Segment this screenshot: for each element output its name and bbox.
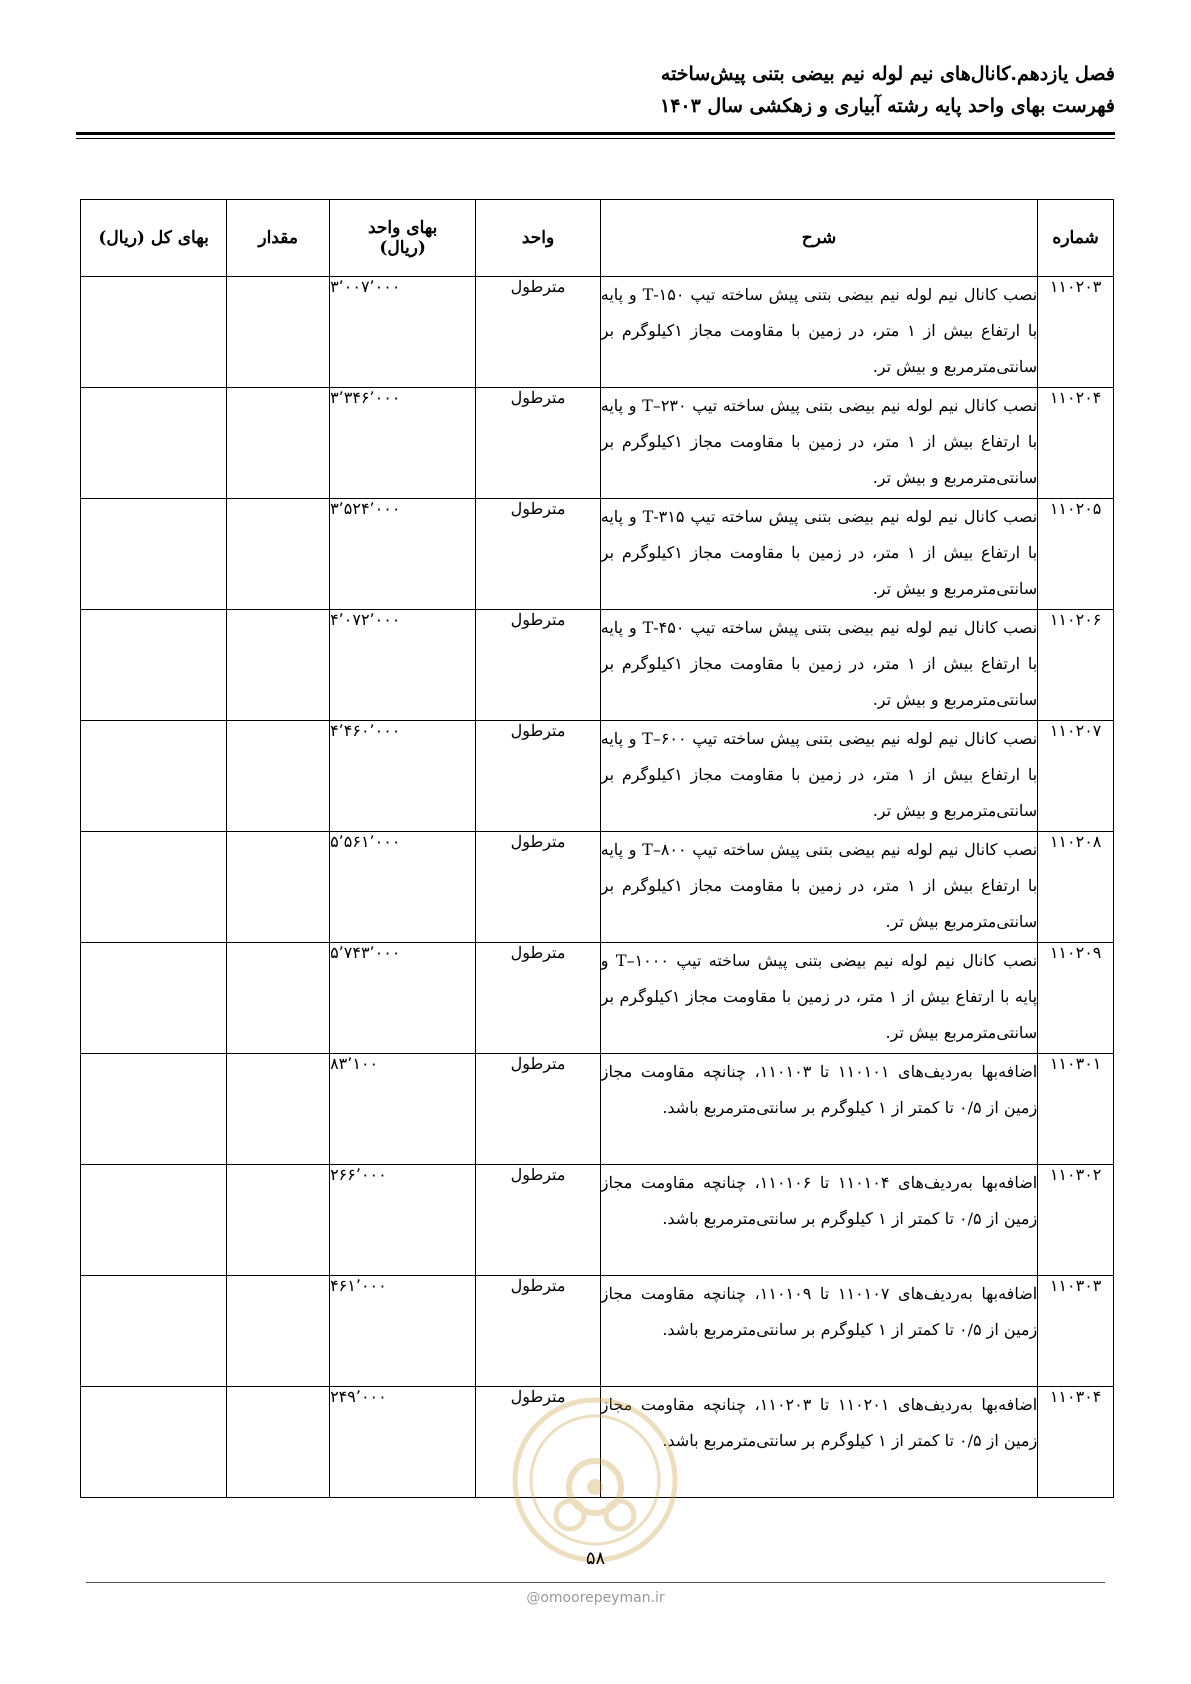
table-row xyxy=(81,721,1114,832)
row-unit-price: ۲۴۹٬۰۰۰ xyxy=(330,1387,476,1498)
row-total-price xyxy=(81,388,227,499)
row-total-price xyxy=(81,1276,227,1387)
row-description: نصب کانال نیم لوله نیم بیضی بتنی پیش ساخته تیپ ۴۵۰-T و پایه با ارتفاع بیش از ۱ متر، در زمین با مقاومت مجاز ۱کیلوگرم بر سانتی‌مترمربع و بیش تر. xyxy=(600,610,1037,721)
row-total-price xyxy=(81,832,227,943)
row-description: اضافه‌بها به‌ردیف‌های ۱۱۰۱۰۷ تا ۱۱۰۱۰۹، چنانچه مقاومت مجاز زمین از ۰/۵ تا کمتر از ۱ کیلوگرم بر سانتی‌مترمربع باشد. xyxy=(600,1276,1037,1387)
row-description: نصب کانال نیم لوله نیم بیضی بتنی پیش ساخته تیپ ۳۱۵-T و پایه با ارتفاع بیش از ۱ متر، در زمین با مقاومت مجاز ۱کیلوگرم بر سانتی‌مترمربع و بیش تر. xyxy=(600,499,1037,610)
row-total-price xyxy=(81,1054,227,1165)
row-number: ۱۱۰۳۰۲ xyxy=(1038,1165,1114,1276)
row-unit-price: ۴٬۰۷۲٬۰۰۰ xyxy=(330,610,476,721)
row-number: ۱۱۰۳۰۳ xyxy=(1038,1276,1114,1387)
row-unit: مترطول xyxy=(476,943,601,1054)
row-total-price xyxy=(81,943,227,1054)
row-unit-price: ۳٬۵۲۴٬۰۰۰ xyxy=(330,499,476,610)
page-number: ۵۸ xyxy=(585,1548,606,1569)
table-header-row xyxy=(81,200,1114,277)
table-row xyxy=(81,499,1114,610)
header-unit-price xyxy=(330,200,476,277)
row-quantity xyxy=(227,943,330,1054)
table-row xyxy=(81,1276,1114,1387)
row-number: ۱۱۰۲۰۴ xyxy=(1038,388,1114,499)
row-unit: مترطول xyxy=(476,721,601,832)
row-total-price xyxy=(81,499,227,610)
header-total-price: بهای کل (ریال) xyxy=(81,200,227,277)
row-quantity xyxy=(227,1276,330,1387)
header-number: شماره xyxy=(1038,200,1114,277)
row-unit-price: ۲۶۶٬۰۰۰ xyxy=(330,1165,476,1276)
table-row xyxy=(81,832,1114,943)
row-unit-price: ۸۳٬۱۰۰ xyxy=(330,1054,476,1165)
row-unit: مترطول xyxy=(476,388,601,499)
table-row xyxy=(81,388,1114,499)
row-quantity xyxy=(227,832,330,943)
row-unit-price: ۴٬۴۶۰٬۰۰۰ xyxy=(330,721,476,832)
row-description: نصب کانال نیم لوله نیم بیضی بتنی پیش ساخته تیپ ۶۰۰–T و پایه با ارتفاع بیش از ۱ متر، در زمین با مقاومت مجاز ۱کیلوگرم بر سانتی‌مترمربع و بیش تر. xyxy=(600,721,1037,832)
row-description: نصب کانال نیم لوله نیم بیضی بتنی پیش ساخته تیپ T–۱۰۰۰ و پایه با ارتفاع بیش از ۱ متر، در زمین با مقاومت مجاز ۱کیلوگرم بر سانتی‌مترمربع بیش تر. xyxy=(600,943,1037,1054)
row-number: ۱۱۰۲۰۸ xyxy=(1038,832,1114,943)
row-quantity xyxy=(227,1054,330,1165)
header-description: شرح xyxy=(600,200,1037,277)
page-header xyxy=(76,58,1115,122)
table-row xyxy=(81,1165,1114,1276)
row-unit: مترطول xyxy=(476,277,601,388)
document-title: فهرست بهای واحد پایه رشته آبیاری و زهکشی سال ۱۴۰۳ xyxy=(659,95,1115,117)
row-total-price xyxy=(81,1165,227,1276)
row-total-price xyxy=(81,277,227,388)
table-row xyxy=(81,943,1114,1054)
header-unit-price-currency: (ریال) xyxy=(379,238,426,258)
row-unit-price: ۵٬۷۴۳٬۰۰۰ xyxy=(330,943,476,1054)
header-unit: واحد xyxy=(476,200,601,277)
row-unit-price: ۳٬۰۰۷٬۰۰۰ xyxy=(330,277,476,388)
row-number: ۱۱۰۳۰۴ xyxy=(1038,1387,1114,1498)
row-description: نصب کانال نیم لوله نیم بیضی بتنی پیش ساخته تیپ ۸۰۰–T و پایه با ارتفاع بیش از ۱ متر، در زمین با مقاومت مجاز ۱کیلوگرم بر سانتی‌مترمربع بیش تر. xyxy=(600,832,1037,943)
row-unit: مترطول xyxy=(476,1387,601,1498)
row-description: اضافه‌بها به‌ردیف‌های ۱۱۰۱۰۴ تا ۱۱۰۱۰۶، چنانچه مقاومت مجاز زمین از ۰/۵ تا کمتر از ۱ کیلوگرم بر سانتی‌مترمربع باشد. xyxy=(600,1165,1037,1276)
row-description: اضافه‌بها به‌ردیف‌های ۱۱۰۱۰۱ تا ۱۱۰۱۰۳، چنانچه مقاومت مجاز زمین از ۰/۵ تا کمتر از ۱ کیلوگرم بر سانتی‌مترمربع باشد. xyxy=(600,1054,1037,1165)
chapter-title: فصل یازدهم.کانال‌های نیم لوله نیم بیضی بتنی پیش‌ساخته xyxy=(660,63,1115,85)
row-quantity xyxy=(227,721,330,832)
row-unit: مترطول xyxy=(476,1276,601,1387)
row-unit-price: ۵٬۵۶۱٬۰۰۰ xyxy=(330,832,476,943)
row-quantity xyxy=(227,610,330,721)
row-quantity xyxy=(227,388,330,499)
row-quantity xyxy=(227,499,330,610)
row-unit: مترطول xyxy=(476,1165,601,1276)
table-row xyxy=(81,277,1114,388)
row-total-price xyxy=(81,1387,227,1498)
row-unit: مترطول xyxy=(476,610,601,721)
row-number: ۱۱۰۲۰۶ xyxy=(1038,610,1114,721)
row-unit: مترطول xyxy=(476,1054,601,1165)
header-rule-thick xyxy=(76,132,1115,135)
row-description: نصب کانال نیم لوله نیم بیضی بتنی پیش ساخته تیپ ۱۵۰-T و پایه با ارتفاع بیش از ۱ متر، در زمین با مقاومت مجاز ۱کیلوگرم بر سانتی‌مترمربع و بیش تر. xyxy=(600,277,1037,388)
table-row xyxy=(81,610,1114,721)
row-description: اضافه‌بها به‌ردیف‌های ۱۱۰۲۰۱ تا ۱۱۰۲۰۳، چنانچه مقاومت مجاز زمین از ۰/۵ تا کمتر از ۱ کیلوگرم بر سانتی‌مترمربع باشد. xyxy=(600,1387,1037,1498)
row-number: ۱۱۰۲۰۹ xyxy=(1038,943,1114,1054)
row-unit-price: ۳٬۳۴۶٬۰۰۰ xyxy=(330,388,476,499)
header-quantity: مقدار xyxy=(227,200,330,277)
header-unit-price-label: بهای واحد xyxy=(367,218,438,238)
header-rule-thin xyxy=(76,138,1115,139)
row-number: ۱۱۰۲۰۵ xyxy=(1038,499,1114,610)
row-number: ۱۱۰۲۰۷ xyxy=(1038,721,1114,832)
website-watermark: @omoorepeyman.ir xyxy=(526,1590,665,1606)
row-number: ۱۱۰۲۰۳ xyxy=(1038,277,1114,388)
seal-watermark xyxy=(510,1395,680,1565)
row-unit-price: ۴۶۱٬۰۰۰ xyxy=(330,1276,476,1387)
row-total-price xyxy=(81,610,227,721)
price-list-table xyxy=(80,199,1114,1498)
row-unit: مترطول xyxy=(476,832,601,943)
footer-rule xyxy=(86,1582,1105,1583)
table-row xyxy=(81,1054,1114,1165)
row-number: ۱۱۰۳۰۱ xyxy=(1038,1054,1114,1165)
row-unit: مترطول xyxy=(476,499,601,610)
row-quantity xyxy=(227,277,330,388)
row-quantity xyxy=(227,1387,330,1498)
row-total-price xyxy=(81,721,227,832)
row-quantity xyxy=(227,1165,330,1276)
row-description: نصب کانال نیم لوله نیم بیضی بتنی پیش ساخته تیپ ۲۳۰–T و پایه با ارتفاع بیش از ۱ متر، در زمین با مقاومت مجاز ۱کیلوگرم بر سانتی‌مترمربع و بیش تر. xyxy=(600,388,1037,499)
